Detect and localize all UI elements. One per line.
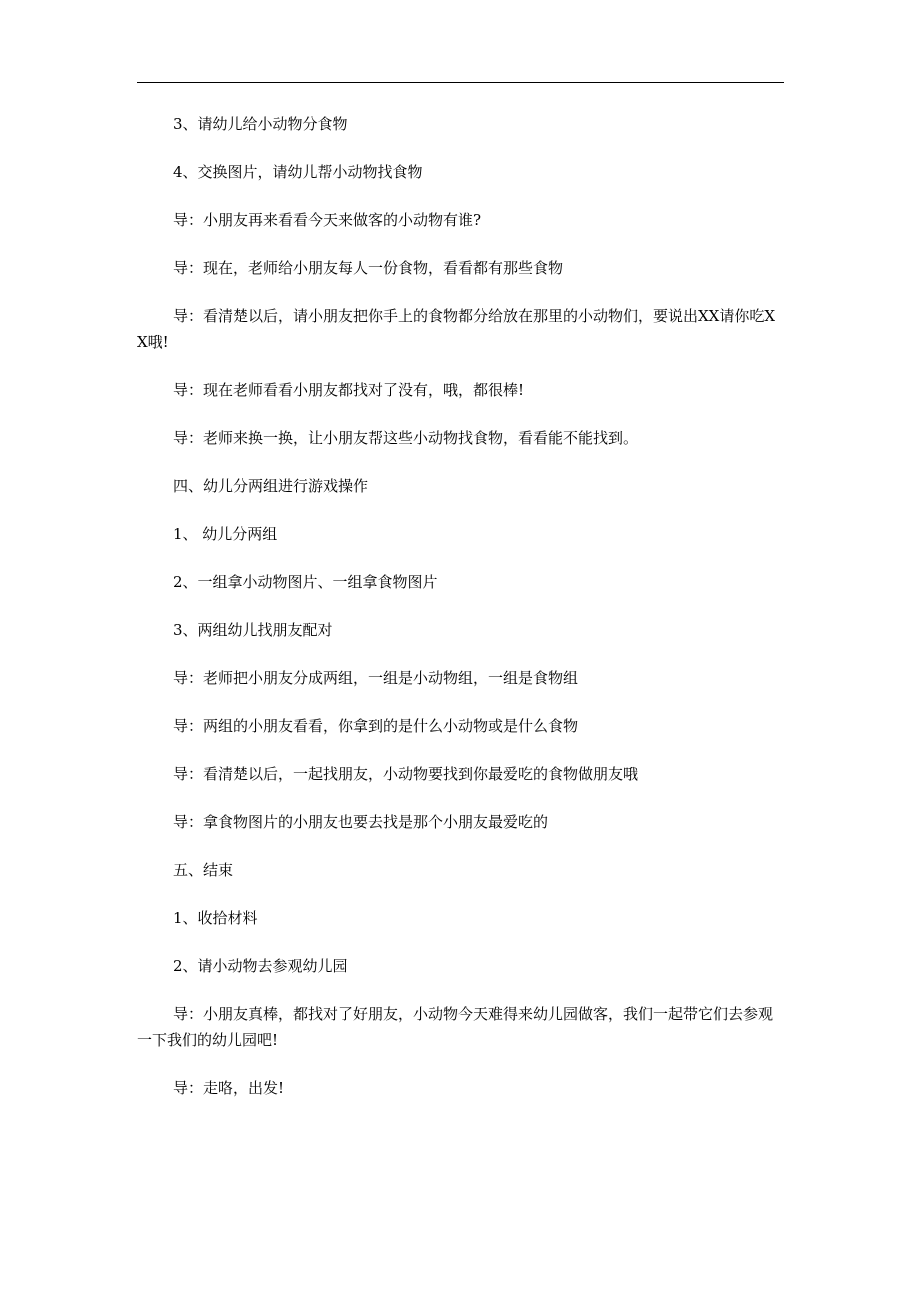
paragraph: 2、请小动物去参观幼儿园 <box>173 957 348 975</box>
paragraph: 1、 幼儿分两组 <box>173 525 278 543</box>
paragraph: 2、一组拿小动物图片、一组拿食物图片 <box>173 573 438 591</box>
document-body <box>137 111 784 1123</box>
paragraph: 导：现在，老师给小朋友每人一份食物，看看都有那些食物 <box>173 259 564 277</box>
section-heading: 五、结束 <box>173 861 234 879</box>
paragraph: 导：两组的小朋友看看，你拿到的是什么小动物或是什么食物 <box>173 717 579 735</box>
paragraph: 导：走咯，出发! <box>173 1079 285 1097</box>
paragraph: 导：现在老师看看小朋友都找对了没有，哦，都很棒! <box>173 381 525 399</box>
paragraph: 1、收拾材料 <box>173 909 258 927</box>
paragraph: 4、交换图片，请幼儿帮小动物找食物 <box>173 163 423 181</box>
paragraph: 导：小朋友真棒，都找对了好朋友，小动物今天难得来幼儿园做客，我们一起带它们去参观一下我们的幼儿园吧! <box>137 1005 774 1049</box>
paragraph: 导：老师来换一换，让小朋友帮这些小动物找食物，看看能不能找到。 <box>173 429 639 447</box>
paragraph: 导：老师把小朋友分成两组，一组是小动物组，一组是食物组 <box>173 669 579 687</box>
section-heading: 四、幼儿分两组进行游戏操作 <box>173 477 369 495</box>
paragraph: 导：小朋友再来看看今天来做客的小动物有谁? <box>173 211 482 229</box>
paragraph: 3、请幼儿给小动物分食物 <box>173 115 348 133</box>
header-rule <box>137 82 784 83</box>
paragraph: 导：拿食物图片的小朋友也要去找是那个小朋友最爱吃的 <box>173 813 549 831</box>
paragraph: 3、两组幼儿找朋友配对 <box>173 621 333 639</box>
paragraph: 导：看清楚以后，一起找朋友，小动物要找到你最爱吃的食物做朋友哦 <box>173 765 639 783</box>
paragraph: 导：看清楚以后，请小朋友把你手上的食物都分给放在那里的小动物们，要说出XX请你吃XX哦! <box>137 307 776 351</box>
